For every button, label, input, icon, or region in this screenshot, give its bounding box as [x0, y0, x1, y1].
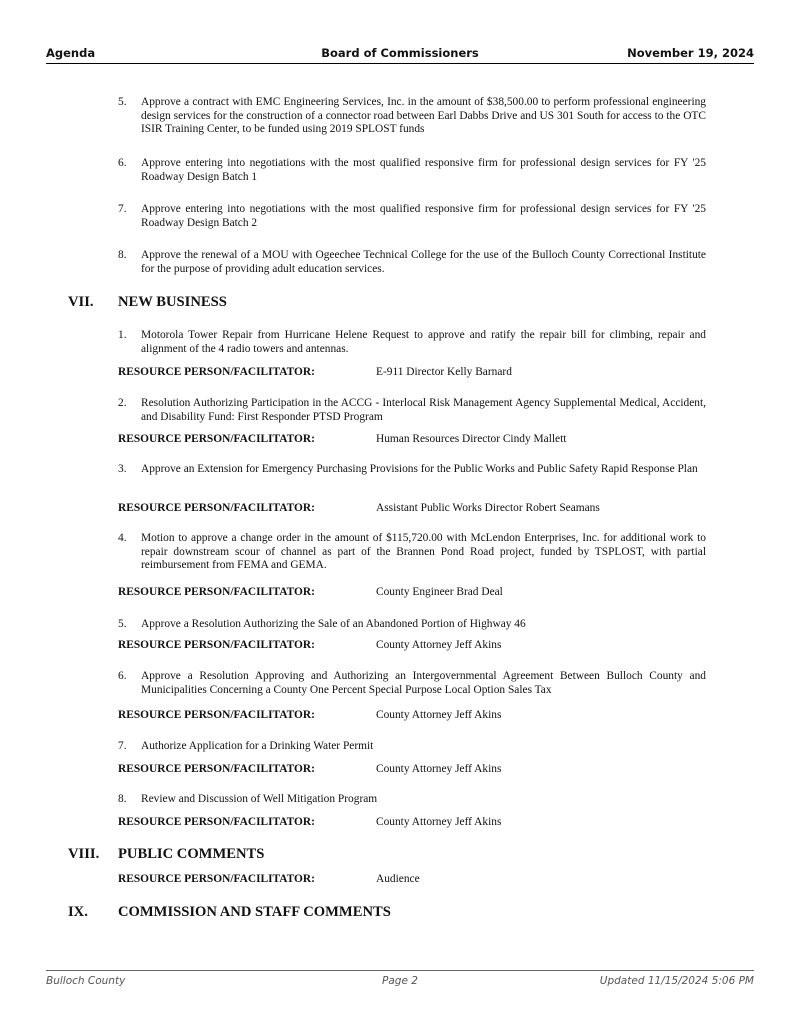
footer-updated: Updated 11/15/2024 5:06 PM [599, 975, 754, 987]
resource-person: RESOURCE PERSON/FACILITATOR: Audience [118, 873, 420, 885]
resource-person: RESOURCE PERSON/FACILITATOR: County Attorney Jeff Akins [118, 763, 502, 775]
resource-person: RESOURCE PERSON/FACILITATOR: County Attorney Jeff Akins [118, 709, 502, 721]
page-footer [46, 975, 754, 987]
list-item: 5. Approve a Resolution Authorizing the Sale of an Abandoned Portion of Highway 46 [118, 618, 526, 630]
resource-person: RESOURCE PERSON/FACILITATOR: E-911 Director Kelly Barnard [118, 366, 512, 378]
header-right: November 19, 2024 [627, 46, 754, 60]
resource-person: RESOURCE PERSON/FACILITATOR: Assistant Public Works Director Robert Seamans [118, 502, 600, 514]
list-item: 2. Resolution Authorizing Participation in the ACCG - Interlocal Risk Management Agency Supplemental Medical, Accident, and Disability Fund: First Responder PTSD Program [118, 397, 706, 423]
footer-page-number: Page 2 [382, 975, 418, 987]
resource-person: RESOURCE PERSON/FACILITATOR: County Attorney Jeff Akins [118, 816, 502, 828]
list-item: 6. Approve entering into negotiations with the most qualified responsive firm for professional design services for FY '25 Roadway Design Batch 1 [118, 157, 706, 183]
header-left: Agenda [46, 46, 96, 60]
footer-left: Bulloch County [46, 975, 126, 987]
list-item: 1. Motorola Tower Repair from Hurricane Helene Request to approve and ratify the repair bill for climbing, repair and alignment of the 4 radio towers and antennas. [118, 329, 706, 355]
list-item: 7. Approve entering into negotiations with the most qualified responsive firm for professional design services for FY '25 Roadway Design Batch 2 [118, 203, 706, 229]
page-header [46, 46, 754, 64]
footer-divider [46, 970, 754, 971]
list-item: 5. Approve a contract with EMC Engineering Services, Inc. in the amount of $38,500.00 to perform professional engineering design services for the construction of a connector road between Earl Dabbs Drive and US 301 South for access to the OTC ISIR Training Center, to be funded using 2019 SPLOST funds [118, 96, 706, 135]
list-item: 4. Motion to approve a change order in the amount of $115,720.00 with McLendon Enterprises, Inc. for additional work to repair downstream scour of channel as part of the Brannen Pond Road project, funded by TSPLOST, with partial reimbursement from FEMA and GEMA. [118, 532, 706, 571]
list-item: 8. Review and Discussion of Well Mitigation Program [118, 793, 378, 805]
resource-person: RESOURCE PERSON/FACILITATOR: County Engineer Brad Deal [118, 586, 503, 598]
resource-person: RESOURCE PERSON/FACILITATOR: County Attorney Jeff Akins [118, 639, 502, 651]
list-item: 8. Approve the renewal of a MOU with Ogeechee Technical College for the use of the Bulloch County Correctional Institute for the purpose of providing adult education services. [118, 249, 706, 275]
resource-person: RESOURCE PERSON/FACILITATOR: Human Resources Director Cindy Mallett [118, 433, 567, 445]
list-item: 3. Approve an Extension for Emergency Purchasing Provisions for the Public Works and Public Safety Rapid Response Plan [118, 463, 698, 475]
list-item: 6. Approve a Resolution Approving and Authorizing an Intergovernmental Agreement Between Bulloch County and Municipalities Concerning a County One Percent Special Purpose Local Option Sales Tax [118, 670, 706, 696]
list-item: 7. Authorize Application for a Drinking Water Permit [118, 740, 374, 752]
header-center: Board of Commissioners [321, 46, 479, 60]
